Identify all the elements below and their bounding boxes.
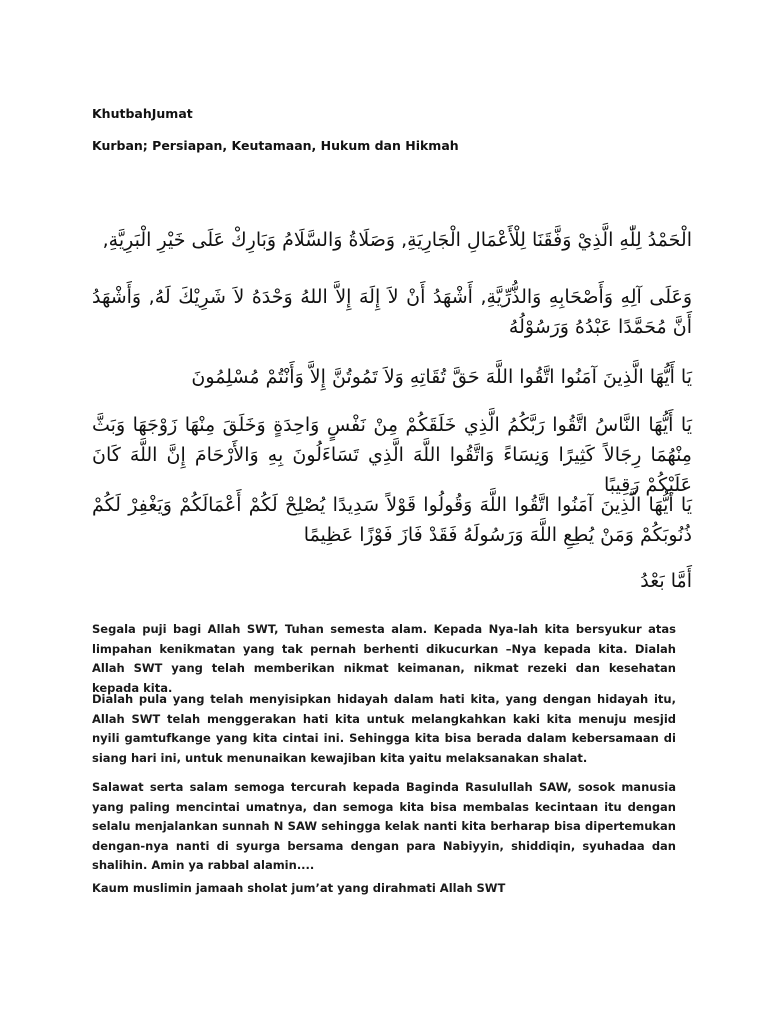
arabic-shahada: وَعَلَى آلِهِ وَأَصْحَابِهِ وَالذُّرِّيَّةِ, أَشْهَدُ أَنْ لاَ إِلَهَ إِلاَّ اللهُ وَحْدَهُ لاَ شَرِيْكَ لَهُ, وَأَشْهَدُ أَنَّ مُحَمَّدًا عَبْدُهُ وَرَسُوْلُهُ [92,286,692,338]
arabic-verse-al-ahzab: يَا أَيُّهَا الَّذِينَ آمَنُوا اتَّقُوا اللَّهَ وَقُولُوا قَوْلاً سَدِيدًا يُصْلِحْ لَكُمْ أَعْمَالَكُمْ وَيَغْفِرْ لَكُمْ ذُنُوبَكُمْ وَمَنْ يُطِعِ اللَّهَ وَرَسُولَهُ فَقَدْ فَازَ فَوْزًا عَظِيمًا [92,494,692,546]
arabic-verse-an-nisa: يَا أَيُّهَا النَّاسُ اتَّقُوا رَبَّكُمُ الَّذِي خَلَقَكُمْ مِنْ نَفْسٍ وَاحِدَةٍ وَخَلَقَ مِنْهَا زَوْجَهَا وَبَثَّ مِنْهُمَا رِجَالاً كَثِيرًا وَنِسَاءً وَاتَّقُوا اللَّهَ الَّذِي تَسَاءَلُونَ بِهِ وَالأَرْحَامَ إِنَّ اللَّهَ كَانَ عَلَيْكُمْ رَقِيبًا [92,414,692,496]
arabic-verse-ali-imran: يَا أَيُّهَا الَّذِينَ آمَنُوا اتَّقُوا اللَّهَ حَقَّ تُقَاتِهِ وَلاَ تَمُوتُنَّ إِلاَّ وَأَنْتُمْ مُسْلِمُونَ [191,366,692,388]
body-paragraph: Segala puji bagi Allah SWT, Tuhan semesta alam. Kepada Nya-lah kita bersyukur atas limpahan kenikmatan yang tak pernah berhenti dikucurkan –Nya kepada kita. Dialah Allah SWT yang telah memberikan nikmat keimanan, nikmat rezeki dan kesehatan kepada kita. [92,622,676,695]
body-paragraph: Dialah pula yang telah menyisipkan hidayah dalam hati kita, yang dengan hidayah itu, Allah SWT telah menggerakan hati kita untuk melangkahkan kaki kita menuju mesjid nyili gamtufkange yang kita cintai ini. Sehingga kita bisa berada dalam kebersamaan di siang hari ini, untuk menunaikan kewajiban kita yaitu melaksanakan shalat. [92,692,676,765]
arabic-amma-badu: أَمَّا بَعْدُ [640,570,692,592]
document-subtitle: Kurban; Persiapan, Keutamaan, Hukum dan Hikmah [92,138,459,153]
body-paragraph: Kaum muslimin jamaah sholat jum’at yang dirahmati Allah SWT [92,881,506,895]
body-paragraph: Salawat serta salam semoga tercurah kepada Baginda Rasulullah SAW, sosok manusia yang paling mencintai umatnya, dan semoga kita bisa membalas kecintaan itu dengan selalu menjalankan sunnah N SAW sehingga kelak nanti kita berharap bisa dipertemukan dengan-nya nanti di syurga bersama dengan para Nabiyyin, shiddiqin, syuhadaa dan shalihin. Amin ya rabbal alamin.... [92,780,676,872]
document-title: KhutbahJumat [92,106,193,121]
arabic-opening-praise: الْحَمْدُ لِلّٰهِ الَّذِيْ وَفَّقَنَا لِلْأَعْمَالِ الْجَارِيَةِ, وَصَلَاةُ وَالسَّلَامُ وَبَارِكْ عَلَى خَيْرِ الْبَرِيَّةِ, [102,229,692,251]
